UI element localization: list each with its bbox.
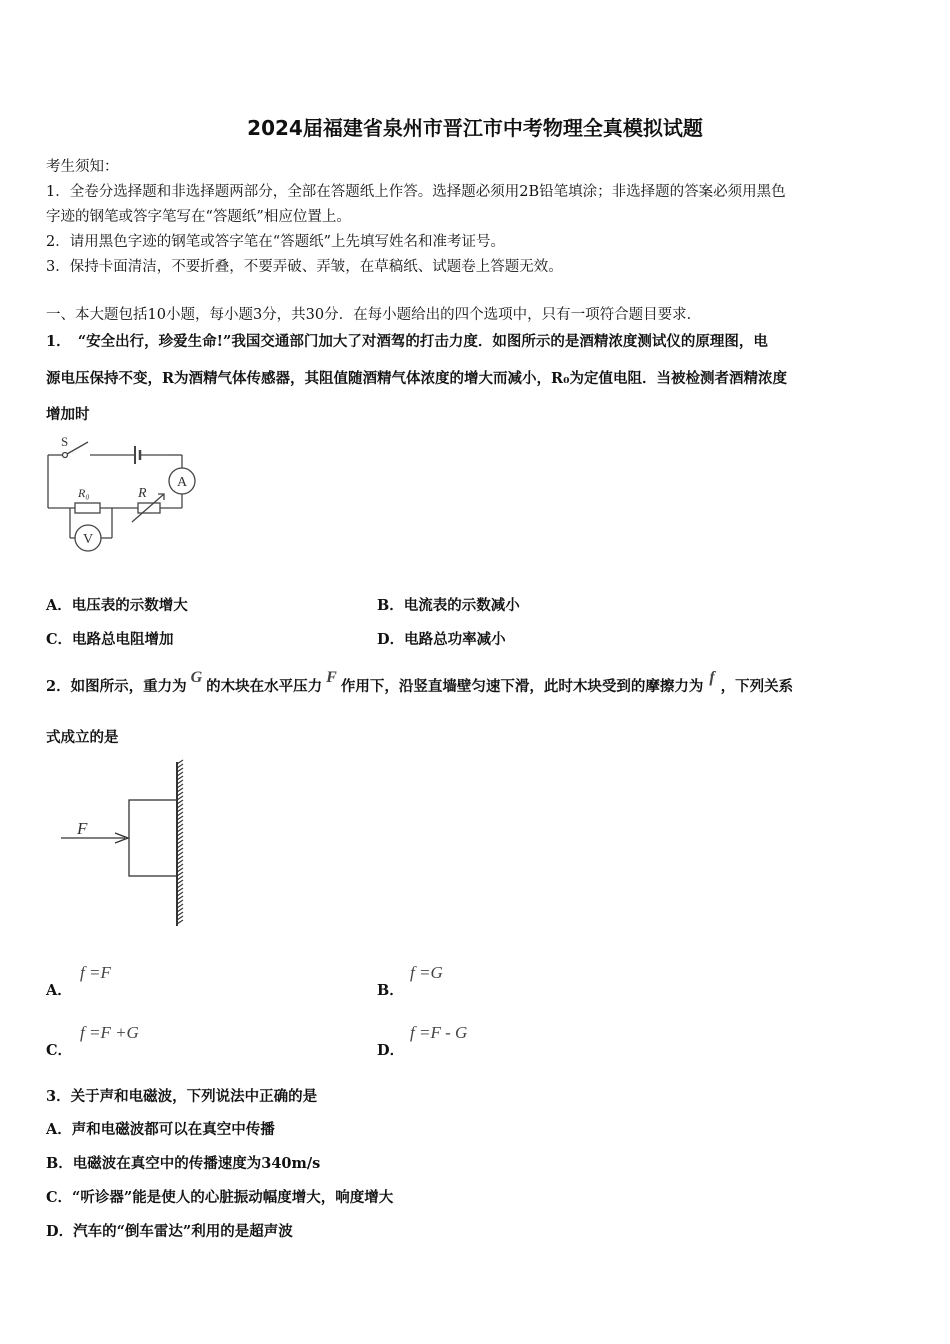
q2-option-d-equation: f =F - G xyxy=(410,1023,468,1042)
q2-stem-part: 作用下，沿竖直墙壁匀速下滑，此时木块受到的摩擦力为 xyxy=(340,678,704,695)
q1-circuit-diagram xyxy=(40,430,210,560)
symbol-friction: f xyxy=(709,669,715,686)
q1-stem-line1: 1． “安全出行，珍爱生命!”我国交通部门加大了对酒驾的打击力度．如图所示的是酒精浓度测试仪的原理图，电 xyxy=(46,333,768,350)
q2-stem-part: 的木块在水平压力 xyxy=(206,678,323,695)
q2-block-wall-diagram xyxy=(55,758,195,930)
q2-option-b-label: B． xyxy=(377,982,404,999)
switch-label: S xyxy=(61,434,69,449)
q3-option-b: B．电磁波在真空中的传播速度为340m/s xyxy=(46,1155,321,1172)
q1-option-a: A．电压表的示数增大 xyxy=(46,597,188,614)
q2-option-a-equation: f =F xyxy=(80,963,111,982)
q2-stem-part: 2．如图所示，重力为 xyxy=(46,678,187,695)
q3-option-d: D．汽车的“倒车雷达”利用的是超声波 xyxy=(46,1223,293,1240)
page-title: 2024届福建省泉州市晋江市中考物理全真模拟试题 xyxy=(247,116,703,140)
q1-stem-line2: 源电压保持不变，R为酒精气体传感器，其阻值随酒精气体浓度的增大而减小，R₀为定值电阻．当被检测者酒精浓度 xyxy=(46,370,787,387)
q1-option-b: B．电流表的示数减小 xyxy=(377,597,520,614)
section-heading: 一、本大题包括10小题，每小题3分，共30分．在每小题给出的四个选项中，只有一项符合题目要求． xyxy=(46,307,702,323)
ammeter-label: A xyxy=(177,475,188,490)
q2-stem-part: ，下列关系 xyxy=(720,678,794,695)
q1-option-d: D．电路总功率减小 xyxy=(377,631,506,648)
q2-option-c-equation: f =F +G xyxy=(80,1023,139,1042)
notice-item: 字迹的钢笔或答字笔写在“答题纸”相应位置上。 xyxy=(46,209,351,225)
q2-option-d-label: D． xyxy=(377,1042,405,1059)
q2-option-c-label: C． xyxy=(46,1042,73,1059)
r-label: R xyxy=(138,486,147,501)
q3-option-a: A．声和电磁波都可以在真空中传播 xyxy=(46,1121,275,1138)
q2-option-b-equation: f =G xyxy=(410,963,443,982)
q1-stem-line3: 增加时 xyxy=(46,406,90,423)
notice-item: 3．保持卡面清洁，不要折叠，不要弄破、弄皱，在草稿纸、试题卷上答题无效。 xyxy=(46,259,563,275)
q3-stem: 3．关于声和电磁波，下列说法中正确的是 xyxy=(46,1088,318,1105)
q2-option-a-label: A． xyxy=(46,982,72,999)
notice-heading: 考生须知： xyxy=(46,159,119,175)
symbol-g: G xyxy=(190,669,203,686)
q1-option-c: C．电路总电阻增加 xyxy=(46,631,174,648)
q3-option-c: C．“听诊器”能是使人的心脏振动幅度增大，响度增大 xyxy=(46,1189,394,1206)
notice-item: 1．全卷分选择题和非选择题两部分，全部在答题纸上作答。选择题必须用2B铅笔填涂；非选择题的答案必须用黑色 xyxy=(46,184,786,200)
q2-stem-line2: 式成立的是 xyxy=(46,729,119,746)
notice-item: 2．请用黑色字迹的钢笔或答字笔在“答题纸”上先填写姓名和准考证号。 xyxy=(46,234,506,250)
symbol-f: F xyxy=(326,669,337,686)
q2-stem-line1 xyxy=(46,669,794,696)
voltmeter-label: V xyxy=(83,532,94,547)
r0-label: R₀ xyxy=(78,486,90,500)
force-label: F xyxy=(77,819,88,838)
